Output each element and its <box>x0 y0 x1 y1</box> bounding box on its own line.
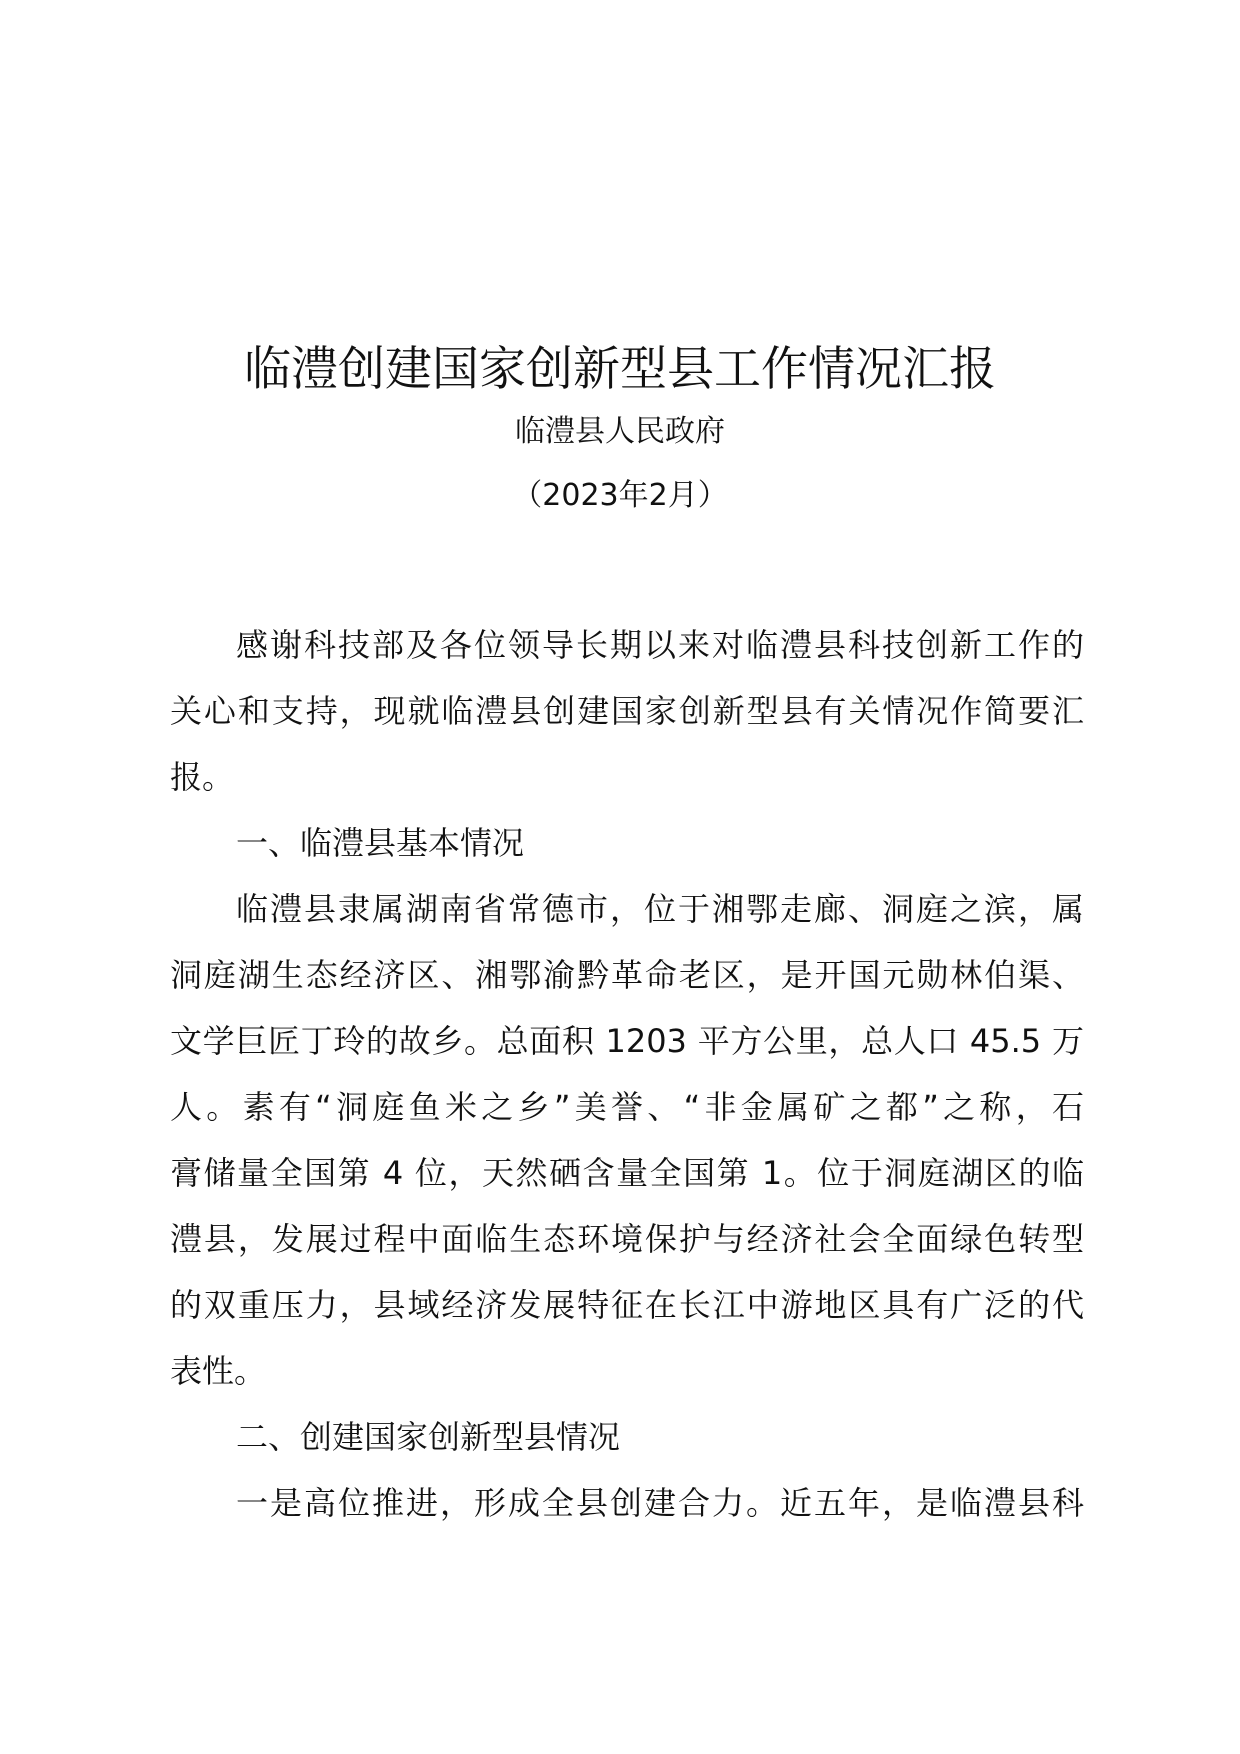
document-date: （2023年2月） <box>512 478 728 513</box>
paragraph-line: 关心和支持，现就临澧县创建国家创新型县有关情况作简要汇 <box>170 692 1084 730</box>
paragraph-line: 膏储量全国第 4 位，天然硒含量全国第 1。位于洞庭湖区的临 <box>170 1154 1084 1192</box>
section-heading: 一、临澧县基本情况 <box>236 824 525 862</box>
paragraph-line: 报。 <box>170 758 235 796</box>
paragraph-line: 人。素有“洞庭鱼米之乡”美誉、“非金属矿之都”之称，石 <box>170 1088 1084 1126</box>
paragraph-line: 表性。 <box>170 1352 267 1390</box>
document-body <box>170 612 1084 1536</box>
paragraph-line: 的双重压力，县域经济发展特征在长江中游地区具有广泛的代 <box>170 1286 1084 1324</box>
document-title: 临澧创建国家创新型县工作情况汇报 <box>244 342 996 397</box>
section-heading: 二、创建国家创新型县情况 <box>236 1418 621 1456</box>
paragraph-line: 临澧县隶属湖南省常德市，位于湘鄂走廊、洞庭之滨，属 <box>236 890 1084 928</box>
paragraph-line: 一是高位推进，形成全县创建合力。近五年，是临澧县科 <box>236 1484 1084 1522</box>
paragraph-line: 洞庭湖生态经济区、湘鄂渝黔革命老区，是开国元勋林伯渠、 <box>170 956 1084 994</box>
paragraph-line: 感谢科技部及各位领导长期以来对临澧县科技创新工作的 <box>236 626 1084 664</box>
paragraph-line: 文学巨匠丁玲的故乡。总面积 1203 平方公里，总人口 45.5 万 <box>170 1022 1084 1060</box>
paragraph-line: 澧县，发展过程中面临生态环境保护与经济社会全面绿色转型 <box>170 1220 1084 1258</box>
document-author: 临澧县人民政府 <box>515 414 725 449</box>
